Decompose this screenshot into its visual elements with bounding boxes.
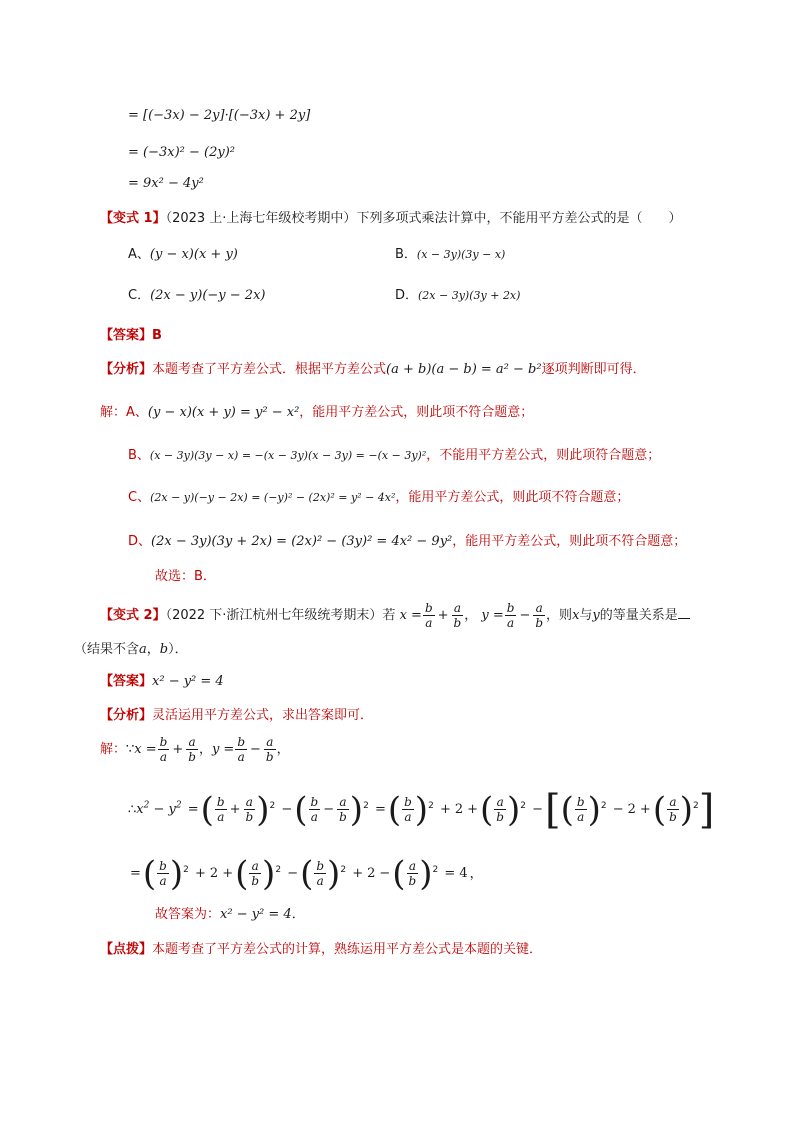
frac-b-over-a [423, 601, 435, 630]
lbracket: [ [545, 786, 561, 833]
frac [264, 735, 276, 764]
variant1-solution-d [128, 532, 686, 552]
analysis-tag: 【分析】 [100, 708, 153, 723]
sol-c-text: ，能用平方差公式，则此项不符合题意； [395, 490, 630, 505]
num: b [159, 735, 168, 749]
variant2-final [155, 905, 305, 925]
variant2-question-line2 [74, 640, 188, 660]
num: a [494, 795, 506, 810]
variant1-option-a [128, 245, 238, 265]
tip-tag: 【点拨】 [100, 942, 153, 957]
den: a [159, 874, 167, 889]
q-a: a [139, 642, 147, 657]
option-a-math: (y − x)(x + y) [149, 247, 238, 262]
sol-d-math: (2x − 3y)(3y + 2x) = (2x)² − (3y)² = 4x² − 9y² [151, 534, 453, 549]
plus: + [195, 866, 206, 882]
q-line2: （结果不含 [74, 642, 140, 657]
top-solution-line-3: = 9x² − 4y² [128, 176, 204, 191]
top-solution-line-1: = [(−3x) − 2y]·[(−3x) + 2y] [128, 108, 311, 123]
exp: 2 [520, 801, 526, 811]
q-y: y = [481, 608, 504, 623]
variant1-option-b [395, 245, 505, 265]
variant2-header [100, 598, 690, 634]
den: b [408, 874, 417, 889]
den: b [188, 750, 196, 764]
eq: = [374, 802, 386, 818]
variant2-answer [100, 672, 224, 692]
frac [667, 795, 679, 824]
exp: 2 [269, 801, 276, 811]
num: b [424, 601, 433, 615]
two: 2 [454, 802, 464, 818]
plus: + [352, 866, 364, 882]
two: 2 [627, 802, 636, 818]
den: a [404, 810, 412, 825]
tip-text: 本题考查了平方差公式的计算，熟练运用平方差公式是本题的关键． [152, 942, 543, 957]
den: b [245, 810, 254, 825]
frac [337, 795, 349, 824]
lparen: ( [480, 789, 494, 830]
den: b [453, 616, 462, 630]
q-yvar: y [592, 608, 600, 623]
num: b [506, 601, 515, 615]
sol-c-label: C、 [128, 490, 151, 505]
lparen: ( [392, 853, 406, 894]
analysis-tag: 【分析】 [100, 362, 153, 377]
q-end: 的等量关系是 [599, 608, 678, 623]
comma: ， [276, 742, 290, 757]
sol-b-text: ，不能用平方差公式，则此项符合题意； [426, 448, 661, 463]
frac-b-over-a-2 [505, 601, 517, 630]
q-xvar: x [572, 608, 580, 623]
minus: − [379, 866, 391, 882]
rparen: ) [414, 789, 429, 830]
rparen: ) [679, 789, 694, 830]
answer-tag: 【答案】 [100, 674, 153, 689]
q-comma: ， [146, 642, 160, 657]
rparen: ) [262, 853, 276, 894]
analysis-tail: 逐项判断即可得． [541, 362, 646, 377]
q-x: x = [399, 608, 422, 623]
variant1-question: 下列多项式乘法计算中，不能用平方差公式的是（ ） [356, 211, 682, 226]
final-choice: 故选：B． [155, 569, 216, 584]
final-math: x² − y² = 4 [220, 907, 292, 922]
variant1-analysis [100, 360, 646, 380]
variant2-tip [100, 940, 542, 960]
exp: 2 [363, 801, 369, 811]
exp: 2 [183, 865, 189, 875]
rparen: ) [327, 853, 341, 894]
sol-x: x = [134, 742, 157, 757]
analysis-text: 灵活运用平方差公式，求出答案即可． [152, 708, 374, 723]
den: b [496, 810, 504, 825]
lparen: ( [652, 789, 667, 830]
variant1-option-c [128, 286, 265, 306]
num: a [533, 601, 545, 616]
variant1-source: （2023 上·上海七年级校考期中） [165, 211, 357, 226]
frac [158, 735, 170, 764]
eq: = [187, 802, 199, 818]
variant1-option-d [395, 286, 520, 306]
rparen: ) [587, 789, 601, 830]
frac [249, 859, 261, 888]
rbracket: ] [698, 786, 715, 833]
option-d-math: (2x − 3y)(3y + 2x) [418, 289, 521, 302]
sol-c-math: (2x − y)(−y − 2x) = (−y)² − (2x)² = y² − 4x² [150, 491, 396, 504]
den: b [535, 616, 544, 630]
x2-minus-y2: $x^2 - y^2$ [136, 801, 182, 818]
analysis-text: 本题考查了平方差公式．根据平方差公式 [152, 362, 387, 377]
frac-a-over-b-2 [533, 601, 545, 630]
q-pre: 若 [382, 608, 396, 623]
option-d-label: D． [395, 288, 419, 303]
den: a [237, 750, 245, 764]
den: b [669, 810, 677, 825]
q-b: b [159, 642, 169, 657]
sol-a-text: ，能用平方差公式，则此项不符合题意； [299, 405, 534, 420]
variant1-solution-c [128, 488, 629, 508]
variant2-solution-line1 [100, 732, 290, 768]
answer-tag: 【答案】 [100, 328, 153, 343]
den: a [159, 750, 168, 764]
den: a [217, 810, 225, 825]
sol-a-label: A、 [126, 405, 148, 420]
den: b [339, 810, 347, 825]
eq: = [130, 866, 141, 882]
num: b [404, 795, 412, 810]
den: a [577, 810, 585, 825]
variant1-answer [100, 326, 162, 346]
lparen: ( [200, 789, 214, 830]
variant1-solution-b [128, 446, 660, 466]
num: b [310, 795, 319, 810]
den: a [316, 874, 324, 889]
q-and: 与 [579, 608, 593, 623]
lparen: ( [235, 853, 249, 894]
num: b [237, 735, 246, 749]
q-post: ，则 [546, 608, 573, 623]
plus: + [467, 802, 479, 818]
plus: + [639, 802, 651, 818]
rparen: ) [256, 789, 270, 830]
num: b [576, 795, 585, 810]
frac [309, 795, 321, 824]
frac-a-over-b [452, 601, 464, 630]
q-close: ）． [168, 642, 188, 657]
den: b [251, 874, 260, 889]
comma: ， [198, 742, 212, 757]
frac [186, 735, 198, 764]
frac [402, 795, 414, 824]
option-a-label: A、 [128, 247, 150, 262]
option-c-math: (2x − y)(−y − 2x) [150, 288, 266, 303]
exp: 2 [432, 865, 439, 875]
minus: − [281, 802, 293, 818]
option-c-label: C． [128, 288, 151, 303]
num: a [244, 795, 256, 810]
sol-b-label: B、 [128, 448, 150, 463]
two: 2 [367, 866, 376, 882]
lparen: ( [142, 853, 157, 894]
exp: 2 [693, 801, 699, 811]
frac [407, 859, 419, 888]
num: a [452, 601, 464, 616]
exp: 2 [275, 865, 282, 875]
num: a [264, 735, 276, 750]
comma: ， [469, 866, 483, 882]
lparen: ( [300, 853, 314, 894]
answer-math: x² − y² = 4 [152, 674, 224, 689]
plus: + [439, 802, 451, 818]
variant2-solution-line2 [128, 782, 714, 834]
variant2-analysis [100, 706, 373, 726]
num: b [159, 859, 167, 874]
num: a [667, 795, 679, 810]
num: b [216, 795, 225, 810]
therefore-symbol: ∴ [128, 802, 137, 818]
variant1-final [155, 567, 216, 587]
rparen: ) [506, 789, 521, 830]
den: a [507, 616, 515, 630]
analysis-formula: (a + b)(a − b) = a² − b² [386, 362, 542, 377]
plus: + [172, 742, 184, 757]
variant2-tag: 【变式 2】 [100, 608, 166, 623]
minus: − [287, 866, 299, 882]
sol-y: y = [211, 742, 235, 757]
num: a [337, 795, 349, 810]
num: b [316, 859, 325, 874]
frac [157, 859, 169, 888]
lparen: ( [387, 789, 402, 830]
solution-label: 解： [100, 742, 127, 757]
den: b [265, 750, 274, 764]
two: 2 [209, 866, 219, 882]
variant1-header [100, 209, 681, 229]
option-b-math: (x − 3y)(3y − x) [416, 248, 506, 261]
answer-blank [678, 606, 690, 619]
exp: 2 [340, 865, 347, 875]
sol-d-text: ，能用平方差公式，则此项不符合题意； [452, 534, 687, 549]
result-eq: = 4 [444, 866, 468, 882]
num: a [186, 735, 198, 750]
final-text: 故答案为： [155, 907, 221, 922]
frac [215, 795, 227, 824]
variant2-solution-line3 [128, 846, 483, 898]
minus: − [250, 742, 261, 757]
num: a [249, 859, 261, 874]
frac [244, 795, 256, 824]
plus: + [222, 866, 234, 882]
top-solution-line-2: = (−3x)² − (2y)² [128, 145, 236, 160]
frac [314, 859, 326, 888]
rparen: ) [419, 853, 433, 894]
frac [235, 735, 247, 764]
because-symbol: ∵ [126, 742, 135, 757]
plus: + [229, 802, 241, 818]
num: a [407, 859, 419, 874]
exp: 2 [428, 801, 434, 811]
exp: 2 [600, 801, 607, 811]
minus: − [519, 608, 531, 623]
sol-a-math: (y − x)(x + y) = y² − x² [147, 405, 300, 420]
rparen: ) [169, 853, 184, 894]
rparen: ) [349, 789, 364, 830]
variant1-tag: 【变式 1】 [100, 211, 166, 226]
sol-d-label: D、 [128, 534, 152, 549]
frac [494, 795, 506, 824]
final-end: ． [291, 907, 305, 922]
minus: − [323, 802, 335, 818]
q-mid: ， [464, 608, 478, 623]
den: a [310, 810, 318, 825]
solution-label: 解： [100, 405, 127, 420]
frac [575, 795, 587, 824]
option-b-label: B． [395, 247, 417, 262]
variant1-solution-a [100, 403, 533, 423]
answer-value: B [152, 328, 162, 343]
lparen: ( [560, 789, 574, 830]
minus: − [612, 802, 624, 818]
sol-b-math: (x − 3y)(3y − x) = −(x − 3y)(x − 3y) = −(x − 3y)² [149, 449, 427, 462]
variant2-source: （2022 下·浙江杭州七年级统考期末） [165, 608, 383, 623]
minus: − [532, 802, 544, 818]
plus: + [437, 608, 449, 623]
lparen: ( [294, 789, 308, 830]
den: a [425, 616, 433, 630]
